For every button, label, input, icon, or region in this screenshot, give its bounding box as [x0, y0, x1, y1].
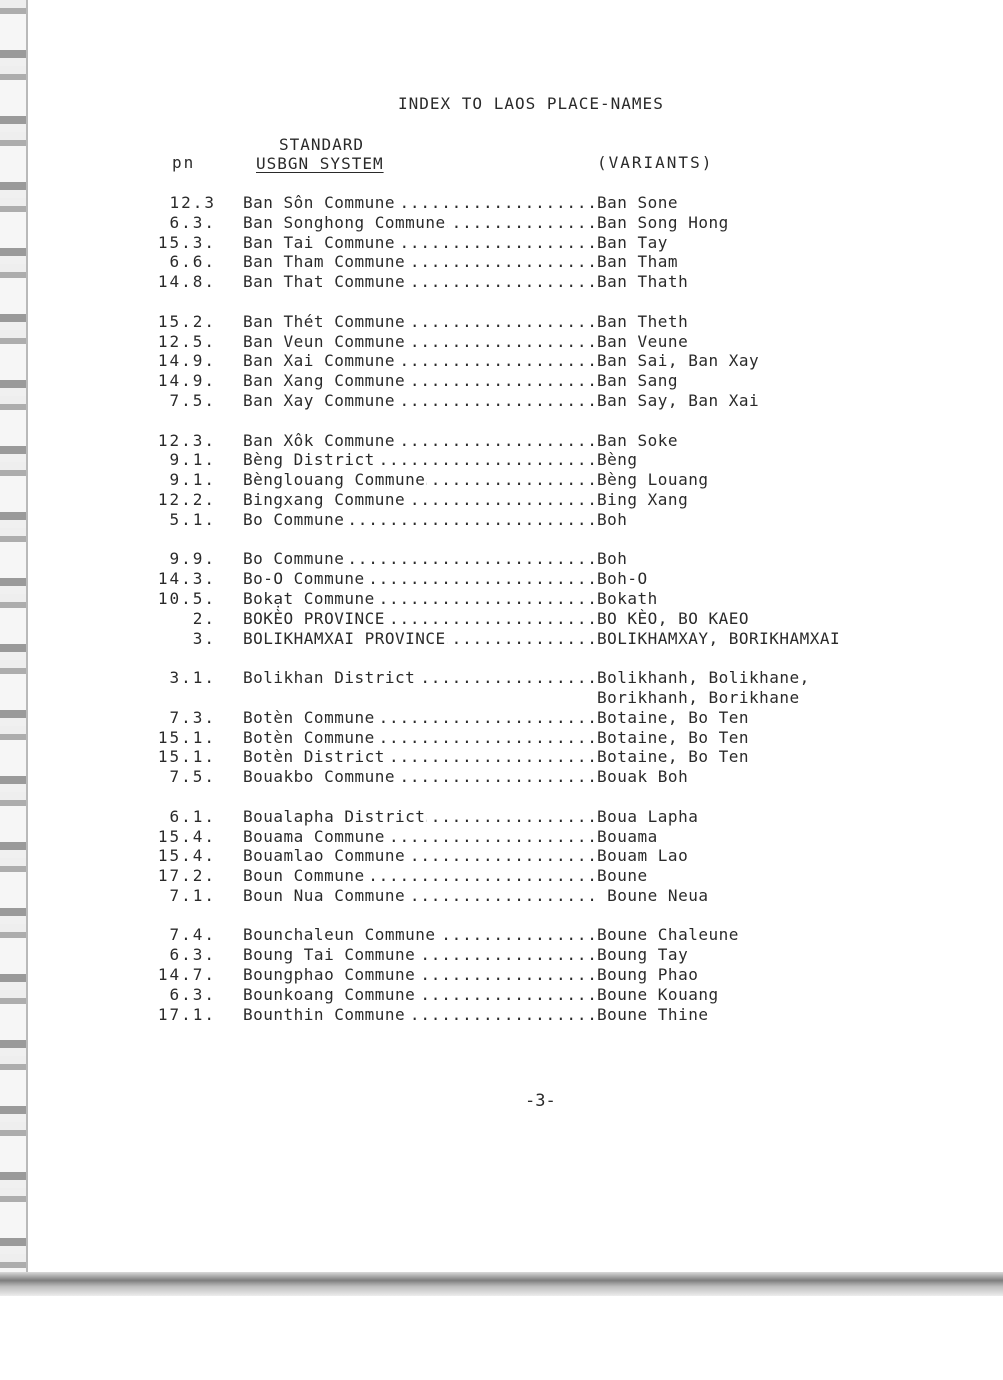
entry-standard-name [243, 351, 597, 370]
index-row [0, 351, 1003, 371]
entry-page-number: 12.5. [157, 331, 216, 351]
entry-page-number: 7.4. [169, 925, 216, 945]
entry-variant: Ban Song Hong [597, 212, 729, 232]
entry-variant: Ban Tay [597, 232, 668, 252]
entry-page-number: 9.1. [169, 470, 216, 490]
index-row [0, 747, 1003, 767]
entry-page-number: 6.6. [169, 252, 216, 272]
entry-standard-name-label: Bo-O Commune [243, 569, 365, 589]
entry-standard-name-label: Bouamlao Commune [243, 846, 406, 866]
entry-standard-name [243, 728, 597, 747]
entry-standard-name [243, 332, 597, 351]
entry-standard-name-label: Bènglouang Commune [243, 470, 426, 490]
entry-variant: Botaine, Bo Ten [597, 727, 749, 747]
index-row [0, 569, 1003, 589]
index-row [0, 470, 1003, 490]
entry-variant: BOLIKHAMXAY, BORIKHAMXAI [597, 628, 841, 648]
entry-standard-name-label: Bolikhan District [243, 668, 416, 688]
index-entries [0, 193, 1003, 1024]
entry-variant: Ban Sai, Ban Xay [597, 351, 760, 371]
entry-standard-name-label: Ban Songhong Commune [243, 212, 446, 232]
entry-standard-name [243, 886, 597, 905]
entry-page-number: 17.1. [157, 1004, 216, 1024]
entry-standard-name-label: Ban Xay Commune [243, 390, 395, 410]
entry-page-number: 10.5. [157, 588, 216, 608]
entry-standard-name [243, 965, 597, 984]
entry-standard-name-label: Bouakbo Commune [243, 767, 395, 787]
index-row [0, 827, 1003, 847]
index-row [0, 945, 1003, 965]
entry-variant: Bèng [597, 450, 638, 470]
entry-standard-name-label: Ban Veun Commune [243, 331, 406, 351]
entry-standard-name [243, 827, 597, 846]
index-row [0, 589, 1003, 609]
entry-standard-name-label: Ban Thét Commune [243, 311, 406, 331]
entry-standard-name-label: Bounthin Commune [243, 1004, 406, 1024]
index-row [0, 807, 1003, 827]
entry-variant: Ban Say, Ban Xai [597, 390, 760, 410]
header-usbgn-system: USBGN SYSTEM [256, 154, 384, 173]
entry-standard-name [243, 668, 597, 687]
entry-standard-name [243, 767, 597, 786]
index-row [0, 668, 1003, 688]
entry-standard-name-label: BOLIKHAMXAI PROVINCE [243, 628, 446, 648]
entry-standard-name [243, 569, 597, 588]
index-row [0, 312, 1003, 332]
entry-standard-name-label: Boualapha District [243, 806, 426, 826]
entry-standard-name [243, 807, 597, 826]
entry-standard-name-label: Botèn Commune [243, 727, 375, 747]
index-row [0, 629, 1003, 649]
entry-variant: Boh [597, 509, 628, 529]
entry-standard-name [243, 391, 597, 410]
index-row [0, 767, 1003, 787]
entry-page-number: 15.1. [157, 727, 216, 747]
group-spacer [0, 411, 1003, 431]
entry-page-number: 7.1. [169, 885, 216, 905]
index-row [0, 965, 1003, 985]
entry-page-number: 9.1. [169, 450, 216, 470]
entry-page-number: 7.5. [169, 767, 216, 787]
entry-variant: Bing Xang [597, 489, 689, 509]
index-row [0, 728, 1003, 748]
entry-standard-name [243, 312, 597, 331]
entry-variant: Bokath [597, 588, 658, 608]
entry-standard-name-label: Ban Xôk Commune [243, 430, 395, 450]
index-row [0, 332, 1003, 352]
entry-standard-name-label: BOKÈO PROVINCE [243, 608, 385, 628]
index-row [0, 549, 1003, 569]
entry-standard-name-label: Ban Tai Commune [243, 232, 395, 252]
entry-standard-name [243, 629, 597, 648]
index-row [0, 272, 1003, 292]
entry-variant: Ban Veune [597, 331, 689, 351]
header-standard: STANDARD [279, 135, 365, 154]
entry-page-number: 7.3. [169, 707, 216, 727]
entry-standard-name [243, 193, 597, 212]
entry-standard-name [243, 866, 597, 885]
entry-page-number: 17.2. [157, 866, 216, 886]
entry-standard-name-label: Bokạt Commune [243, 588, 375, 608]
entry-page-number: 15.1. [157, 747, 216, 767]
entry-page-number: 3.1. [169, 668, 216, 688]
index-row [0, 886, 1003, 906]
entry-page-number: 14.9. [157, 351, 216, 371]
entry-standard-name-label: Ban That Commune [243, 272, 406, 292]
entry-standard-name [243, 609, 597, 628]
entry-page-number: 2. [192, 608, 216, 628]
index-row [0, 1005, 1003, 1025]
entry-page-number: 14.7. [157, 965, 216, 985]
entry-variant: Bouak Boh [597, 767, 689, 787]
entry-page-number: 6.1. [169, 806, 216, 826]
entry-standard-name [243, 1005, 597, 1024]
entry-standard-name-label: Boung Tai Commune [243, 945, 416, 965]
entry-page-number: 15.4. [157, 826, 216, 846]
entry-variant: Boune Kouang [597, 984, 719, 1004]
entry-page-number: 7.5. [169, 390, 216, 410]
entry-standard-name-label: Bèng District [243, 450, 375, 470]
index-row [0, 371, 1003, 391]
index-row [0, 193, 1003, 213]
entry-page-number: 3. [192, 628, 216, 648]
index-row [0, 391, 1003, 411]
index-row-continuation [0, 688, 1003, 708]
entry-variant: Ban Tham [597, 252, 679, 272]
entry-standard-name-label: Boun Nua Commune [243, 885, 406, 905]
entry-standard-name-label: Botèn District [243, 747, 385, 767]
index-row [0, 431, 1003, 451]
entry-variant: Ban Sang [597, 371, 679, 391]
index-row [0, 450, 1003, 470]
entry-page-number: 15.2. [157, 311, 216, 331]
entry-variant: Boune Thine [597, 1004, 709, 1024]
entry-variant: Boung Phao [597, 965, 699, 985]
entry-variant: Boune Chaleune [597, 925, 739, 945]
entry-standard-name-label: Boungphao Commune [243, 965, 416, 985]
entry-standard-name [243, 213, 597, 232]
entry-standard-name [243, 233, 597, 252]
entry-standard-name-label: Bingxang Commune [243, 489, 406, 509]
entry-standard-name-label: Ban Sôn Commune [243, 193, 395, 212]
entry-standard-name [243, 925, 597, 944]
entry-standard-name-label: Ban Xai Commune [243, 351, 395, 371]
entry-variant: Boua Lapha [597, 806, 699, 826]
header-pn: pn [172, 153, 196, 172]
entry-page-number: 5.1. [169, 509, 216, 529]
index-row [0, 846, 1003, 866]
index-row [0, 866, 1003, 886]
entry-variant: Boune Neua [597, 885, 709, 905]
entry-standard-name [243, 945, 597, 964]
index-row [0, 233, 1003, 253]
entry-page-number: 6.3. [169, 212, 216, 232]
entry-standard-name [243, 490, 597, 509]
group-spacer [0, 530, 1003, 550]
entry-variant: BO KÈO, BO KAEO [597, 608, 749, 628]
index-row [0, 213, 1003, 233]
entry-variant: Botaine, Bo Ten [597, 747, 749, 767]
entry-standard-name [243, 450, 597, 469]
entry-page-number: 9.9. [169, 549, 216, 569]
entry-variant: Ban Soke [597, 430, 679, 450]
page-title: INDEX TO LAOS PLACE-NAMES [398, 94, 664, 113]
entry-variant: Boune [597, 866, 648, 886]
entry-standard-name-label: Ban Tham Commune [243, 252, 406, 272]
entry-variant: Bèng Louang [597, 470, 709, 490]
entry-standard-name-label: Bo Commune [243, 509, 345, 529]
group-spacer [0, 906, 1003, 926]
entry-standard-name [243, 510, 597, 529]
entry-page-number: 14.3. [157, 569, 216, 589]
index-row [0, 490, 1003, 510]
entry-page-number: 14.8. [157, 272, 216, 292]
entry-standard-name [243, 272, 597, 291]
entry-standard-name-label: Ban Xang Commune [243, 371, 406, 391]
entry-standard-name-label: Bouama Commune [243, 826, 385, 846]
entry-page-number: 6.3. [169, 984, 216, 1004]
entry-standard-name [243, 589, 597, 608]
entry-variant: Ban Thath [597, 272, 689, 292]
group-spacer [0, 648, 1003, 668]
group-spacer [0, 787, 1003, 807]
index-row [0, 510, 1003, 530]
entry-variant: Botaine, Bo Ten [597, 707, 749, 727]
entry-standard-name-label: Bounkoang Commune [243, 984, 416, 1004]
entry-page-number: 14.9. [157, 371, 216, 391]
entry-standard-name-label: Boun Commune [243, 866, 365, 886]
entry-standard-name [243, 431, 597, 450]
entry-page-number: 15.3. [157, 232, 216, 252]
entry-variant: Bouama [597, 826, 658, 846]
entry-standard-name-label: Botèn Commune [243, 707, 375, 727]
entry-page-number: 12.3 [169, 193, 216, 212]
entry-page-number: 15.4. [157, 846, 216, 866]
entry-standard-name [243, 747, 597, 766]
entry-page-number: 12.3. [157, 430, 216, 450]
index-row [0, 609, 1003, 629]
entry-standard-name [243, 371, 597, 390]
scan-bottom-edge [0, 1272, 1003, 1296]
entry-standard-name [243, 549, 597, 568]
entry-standard-name [243, 708, 597, 727]
index-row [0, 985, 1003, 1005]
entry-standard-name [243, 846, 597, 865]
entry-standard-name-label: Bounchaleun Commune [243, 925, 436, 945]
entry-variant: Ban Sone [597, 193, 679, 212]
entry-variant: Ban Theth [597, 311, 689, 331]
group-spacer [0, 292, 1003, 312]
header-variants: (VARIANTS) [597, 153, 714, 172]
entry-variant: Boh [597, 549, 628, 569]
index-row [0, 252, 1003, 272]
entry-page-number: 12.2. [157, 489, 216, 509]
entry-variant: Boung Tay [597, 945, 689, 965]
entry-standard-name [243, 252, 597, 271]
entry-page-number: 6.3. [169, 945, 216, 965]
page-number: -3- [525, 1091, 556, 1111]
entry-standard-name-label: Bo Commune [243, 549, 345, 569]
entry-variant: Boh-O [597, 569, 648, 589]
index-row [0, 708, 1003, 728]
entry-standard-name [243, 470, 597, 489]
index-row [0, 925, 1003, 945]
entry-standard-name [243, 985, 597, 1004]
entry-variant: Bouam Lao [597, 846, 689, 866]
entry-variant: Bolikhanh, Bolikhane, [597, 668, 810, 688]
entry-variant-continuation: Borikhanh, Borikhane [597, 687, 800, 707]
